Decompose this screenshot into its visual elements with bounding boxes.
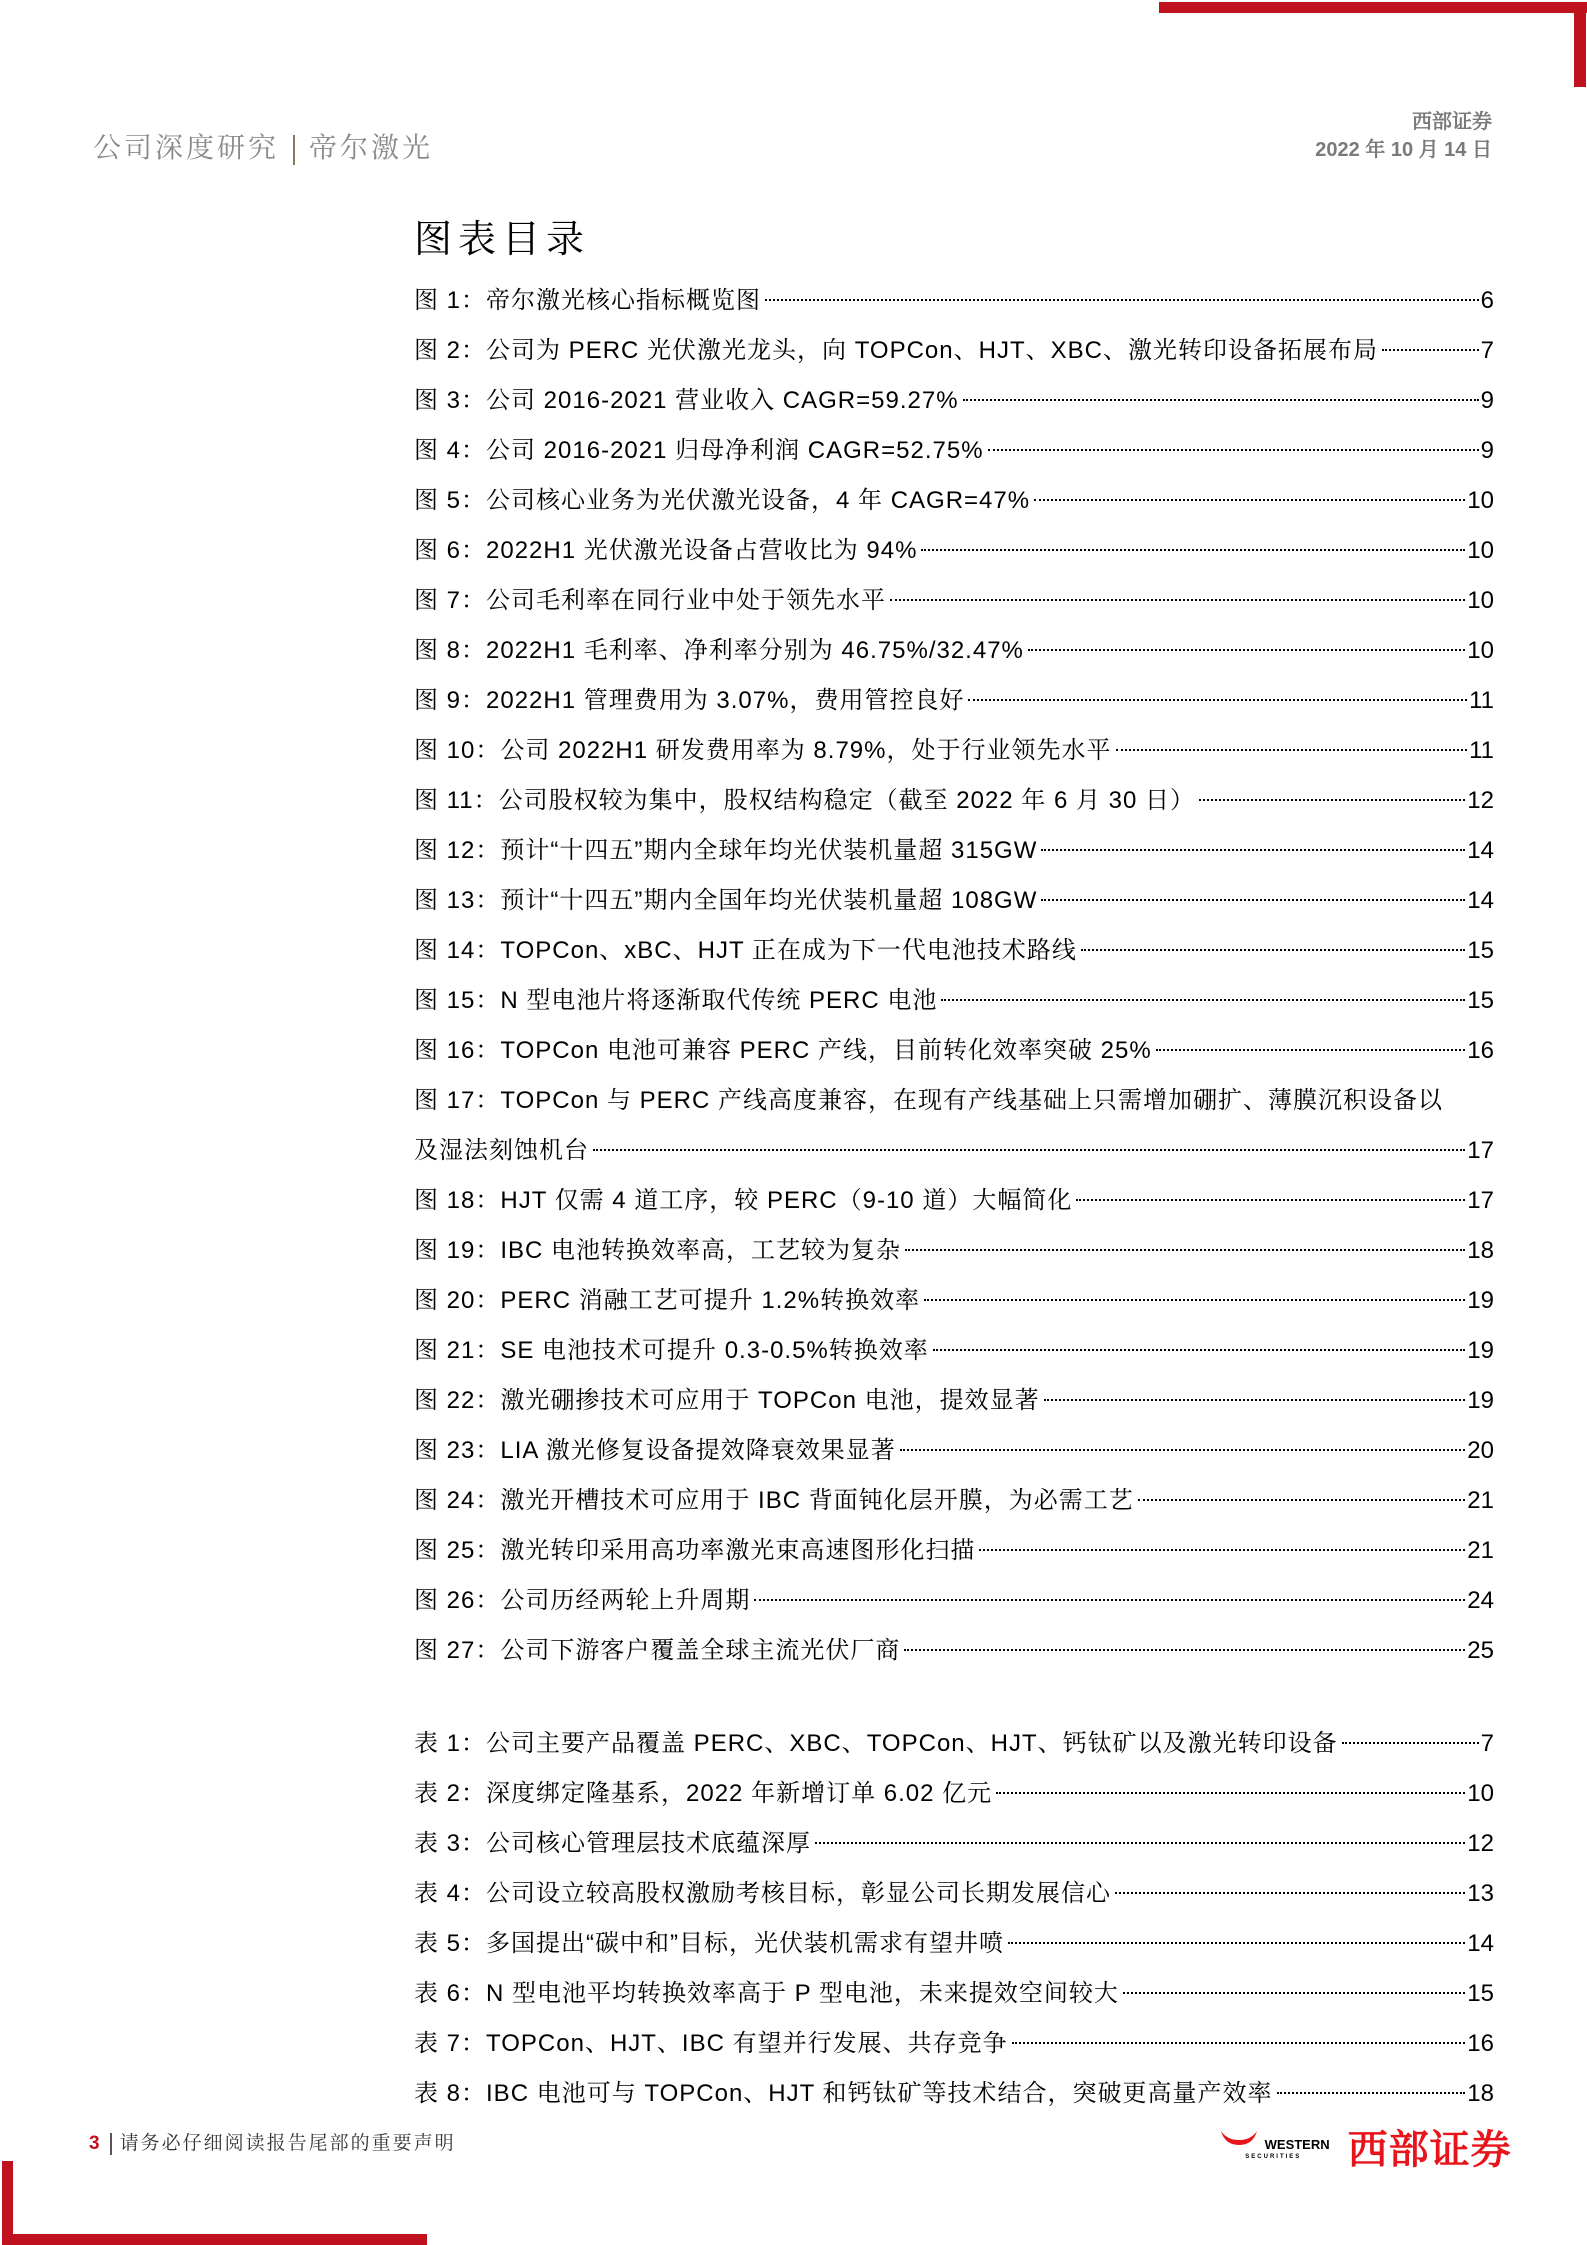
toc-entry[interactable] — [414, 1426, 1494, 1476]
dot-leader — [1382, 349, 1479, 351]
entry-page: 7 — [1480, 337, 1494, 364]
dot-leader — [1116, 749, 1468, 751]
toc-entry[interactable] — [414, 1176, 1494, 1226]
entry-page: 15 — [1467, 987, 1494, 1014]
entry-title: 表 6：N 型电池平均转换效率高于 P 型电池，未来提效空间较大 — [414, 1980, 1119, 2007]
dot-leader — [933, 1349, 1466, 1351]
entry-title: 表 4：公司设立较高股权激励考核目标，彰显公司长期发展信心 — [414, 1880, 1112, 1907]
dot-leader — [1028, 649, 1465, 651]
toc-entry[interactable] — [414, 1819, 1494, 1869]
toc-entry[interactable] — [414, 376, 1494, 426]
entry-page: 21 — [1467, 1537, 1494, 1564]
dot-leader — [900, 1449, 1466, 1451]
dot-leader — [1342, 1742, 1479, 1744]
toc-entry[interactable] — [414, 1276, 1494, 1326]
entry-page: 15 — [1467, 937, 1494, 964]
dot-leader — [1044, 1399, 1466, 1401]
corner-bar-top-vertical — [1574, 2, 1586, 87]
toc-entry[interactable] — [414, 326, 1494, 376]
entry-title: 图 24：激光开槽技术可应用于 IBC 背面钝化层开膜，为必需工艺 — [414, 1487, 1134, 1514]
entry-title: 图 9：2022H1 管理费用为 3.07%，费用管控良好 — [414, 687, 965, 714]
entry-title: 表 1：公司主要产品覆盖 PERC、XBC、TOPCon、HJT、钙钛矿以及激光转印设备 — [414, 1730, 1338, 1757]
toc-entry[interactable] — [414, 1026, 1494, 1076]
entry-title: 图 21：SE 电池技术可提升 0.3-0.5%转换效率 — [414, 1337, 929, 1364]
disclaimer-text: 请务必仔细阅读报告尾部的重要声明 — [119, 2133, 456, 2154]
entry-page: 20 — [1467, 1437, 1494, 1464]
header-right — [1315, 108, 1492, 164]
dot-leader — [1034, 499, 1465, 501]
toc-entry[interactable] — [414, 926, 1494, 976]
section-gap — [414, 1676, 1494, 1719]
page-number: 3 — [89, 2133, 102, 2154]
dot-leader — [1076, 1199, 1465, 1201]
entry-page: 11 — [1469, 687, 1494, 714]
entry-page: 19 — [1467, 1287, 1494, 1314]
broker-logo — [1217, 2118, 1512, 2175]
toc-entry[interactable] — [414, 276, 1494, 326]
entry-page: 10 — [1467, 637, 1494, 664]
report-header — [93, 126, 433, 166]
toc-entry[interactable] — [414, 1869, 1494, 1919]
dot-leader — [924, 1299, 1465, 1301]
toc-entry[interactable] — [414, 1576, 1494, 1626]
entry-page: 14 — [1467, 1930, 1494, 1957]
entry-page: 16 — [1467, 2030, 1494, 2057]
toc-entry[interactable] — [414, 526, 1494, 576]
entry-title: 图 6：2022H1 光伏激光设备占营收比为 94% — [414, 537, 918, 564]
footer-disclaimer — [89, 2128, 456, 2155]
entry-title: 图 18：HJT 仅需 4 道工序，较 PERC（9-10 道）大幅简化 — [414, 1187, 1073, 1214]
toc-entry[interactable] — [414, 726, 1494, 776]
entry-title: 图 15：N 型电池片将逐渐取代传统 PERC 电池 — [414, 987, 938, 1014]
dot-leader — [1012, 2042, 1466, 2044]
entry-page: 11 — [1469, 737, 1494, 764]
corner-bar-top-horizontal — [1159, 2, 1587, 13]
entry-title: 图 26：公司历经两轮上升周期 — [414, 1587, 751, 1614]
entry-title: 图 11：公司股权较为集中，股权结构稳定（截至 2022 年 6 月 30 日） — [414, 787, 1196, 814]
dot-leader — [921, 549, 1465, 551]
entry-page: 10 — [1467, 537, 1494, 564]
doc-type: 公司深度研究 — [93, 132, 280, 163]
entry-title: 图 19：IBC 电池转换效率高，工艺较为复杂 — [414, 1237, 902, 1264]
entry-title: 图 5：公司核心业务为光伏激光设备，4 年 CAGR=47% — [414, 487, 1031, 514]
report-date: 2022 年 10 月 14 日 — [1315, 139, 1492, 161]
entry-title: 表 5：多国提出“碳中和”目标，光伏装机需求有望井喷 — [414, 1930, 1004, 1957]
entry-title: 图 3：公司 2016-2021 营业收入 CAGR=59.27% — [414, 387, 959, 414]
entry-page: 9 — [1480, 387, 1494, 414]
header-divider — [293, 135, 295, 165]
entry-title: 表 3：公司核心管理层技术底蕴深厚 — [414, 1830, 812, 1857]
entry-page: 21 — [1467, 1487, 1494, 1514]
entry-title: 图 1：帝尔激光核心指标概览图 — [414, 287, 762, 314]
toc-entry[interactable] — [414, 1376, 1494, 1426]
entry-title: 图 23：LIA 激光修复设备提效降衰效果显著 — [414, 1437, 896, 1464]
entry-page: 14 — [1467, 887, 1494, 914]
page-title: 图表目录 — [414, 219, 591, 261]
entry-title: 图 8：2022H1 毛利率、净利率分别为 46.75%/32.47% — [414, 637, 1024, 664]
entry-page: 12 — [1467, 787, 1494, 814]
toc-entry[interactable] — [414, 1526, 1494, 1576]
logo-en-sub: SECURITIES — [1245, 2154, 1302, 2160]
entry-title: 图 13：预计“十四五”期内全国年均光伏装机量超 108GW — [414, 887, 1038, 914]
entry-page: 7 — [1480, 1730, 1494, 1757]
dot-leader — [1199, 799, 1465, 801]
dot-leader — [941, 999, 1465, 1001]
entry-title: 图 25：激光转印采用高功率激光束高速图形化扫描 — [414, 1537, 976, 1564]
entry-title: 图 27：公司下游客户覆盖全球主流光伏厂商 — [414, 1637, 901, 1664]
dot-leader — [968, 699, 1467, 701]
dot-leader — [904, 1649, 1465, 1651]
entry-page: 17 — [1467, 1137, 1494, 1164]
toc-entry[interactable] — [414, 1969, 1494, 2019]
dot-leader — [905, 1249, 1465, 1251]
dot-leader — [1041, 899, 1465, 901]
toc-entry[interactable] — [414, 776, 1494, 826]
entry-title: 表 2：深度绑定隆基系，2022 年新增订单 6.02 亿元 — [414, 1780, 993, 1807]
logo-en: WESTERN — [1264, 2137, 1330, 2152]
logo-mark — [1217, 2129, 1330, 2164]
dot-leader — [963, 399, 1479, 401]
entry-page: 13 — [1467, 1880, 1494, 1907]
toc-entry[interactable] — [414, 2019, 1494, 2069]
bull-horns-icon — [1217, 2129, 1261, 2149]
toc-entry[interactable] — [414, 1919, 1494, 1969]
entry-page: 18 — [1467, 1237, 1494, 1264]
entry-title: 图 17：TOPCon 与 PERC 产线高度兼容，在现有产线基础上只需增加硼扩、薄膜沉积设备以 — [414, 1087, 1443, 1114]
dot-leader — [1008, 1942, 1465, 1944]
company-name: 帝尔激光 — [309, 132, 434, 163]
dot-leader — [765, 299, 1479, 301]
toc-entry[interactable] — [414, 1226, 1494, 1276]
toc-entry[interactable] — [414, 1626, 1494, 1676]
dot-leader — [1123, 1992, 1465, 1994]
toc-entry[interactable] — [414, 426, 1494, 476]
toc-entry[interactable] — [414, 676, 1494, 726]
dot-leader — [996, 1792, 1465, 1794]
entry-title: 图 12：预计“十四五”期内全球年均光伏装机量超 315GW — [414, 837, 1038, 864]
entry-page: 15 — [1467, 1980, 1494, 2007]
toc-entry[interactable] — [414, 1326, 1494, 1376]
toc-entry[interactable] — [414, 976, 1494, 1026]
entry-page: 10 — [1467, 587, 1494, 614]
entry-page: 10 — [1467, 1780, 1494, 1807]
dot-leader — [815, 1842, 1465, 1844]
corner-bar-bottom-vertical — [2, 2161, 13, 2245]
dot-leader — [890, 599, 1465, 601]
entry-title: 图 4：公司 2016-2021 归母净利润 CAGR=52.75% — [414, 437, 984, 464]
entry-page: 19 — [1467, 1337, 1494, 1364]
dot-leader — [979, 1549, 1465, 1551]
broker-name: 西部证券 — [1412, 111, 1492, 133]
dot-leader — [1081, 949, 1465, 951]
footer-divider — [110, 2133, 112, 2155]
toc-entry[interactable] — [414, 876, 1494, 926]
dot-leader — [1138, 1499, 1466, 1501]
entry-title-cont: 及湿法刻蚀机台 — [414, 1137, 589, 1164]
dot-leader — [988, 449, 1479, 451]
entry-page: 10 — [1467, 487, 1494, 514]
dot-leader — [1041, 849, 1465, 851]
entry-title: 表 8：IBC 电池可与 TOPCon、HJT 和钙钛矿等技术结合，突破更高量产效率 — [414, 2080, 1273, 2107]
dot-leader — [1115, 1892, 1465, 1894]
entry-page: 6 — [1480, 287, 1494, 314]
entry-title: 表 7：TOPCon、HJT、IBC 有望并行发展、共存竞争 — [414, 2030, 1008, 2057]
entry-title: 图 16：TOPCon 电池可兼容 PERC 产线，目前转化效率突破 25% — [414, 1037, 1152, 1064]
entry-page: 18 — [1467, 2080, 1494, 2107]
corner-bar-bottom-horizontal — [2, 2234, 427, 2245]
entry-page: 14 — [1467, 837, 1494, 864]
toc-entry[interactable] — [414, 626, 1494, 676]
toc-entry[interactable] — [414, 2069, 1494, 2119]
toc-entry[interactable] — [414, 476, 1494, 526]
toc-entry[interactable] — [414, 1719, 1494, 1769]
logo-cn: 西部证券 — [1347, 2128, 1512, 2172]
entry-title: 图 2：公司为 PERC 光伏激光龙头，向 TOPCon、HJT、XBC、激光转印设备拓展布局 — [414, 337, 1378, 364]
dot-leader — [754, 1599, 1465, 1601]
entry-page: 24 — [1467, 1587, 1494, 1614]
toc-entry[interactable] — [414, 576, 1494, 626]
dot-leader — [593, 1149, 1465, 1151]
entry-title: 图 20：PERC 消融工艺可提升 1.2%转换效率 — [414, 1287, 921, 1314]
entry-page: 25 — [1467, 1637, 1494, 1664]
entry-page: 16 — [1467, 1037, 1494, 1064]
toc-entry[interactable] — [414, 1076, 1494, 1126]
entry-page: 12 — [1467, 1830, 1494, 1857]
entry-title: 图 14：TOPCon、xBC、HJT 正在成为下一代电池技术路线 — [414, 937, 1077, 964]
entry-page: 17 — [1467, 1187, 1494, 1214]
entry-title: 图 10：公司 2022H1 研发费用率为 8.79%，处于行业领先水平 — [414, 737, 1112, 764]
toc-list — [414, 276, 1494, 2119]
entry-page: 9 — [1480, 437, 1494, 464]
entry-title: 图 7：公司毛利率在同行业中处于领先水平 — [414, 587, 887, 614]
dot-leader — [1277, 2092, 1466, 2094]
toc-entry[interactable] — [414, 1769, 1494, 1819]
toc-entry[interactable] — [414, 1476, 1494, 1526]
dot-leader — [1156, 1049, 1466, 1051]
entry-title: 图 22：激光硼掺技术可应用于 TOPCon 电池，提效显著 — [414, 1387, 1040, 1414]
toc-entry[interactable] — [414, 1126, 1494, 1176]
toc-entry[interactable] — [414, 826, 1494, 876]
entry-page: 19 — [1467, 1387, 1494, 1414]
